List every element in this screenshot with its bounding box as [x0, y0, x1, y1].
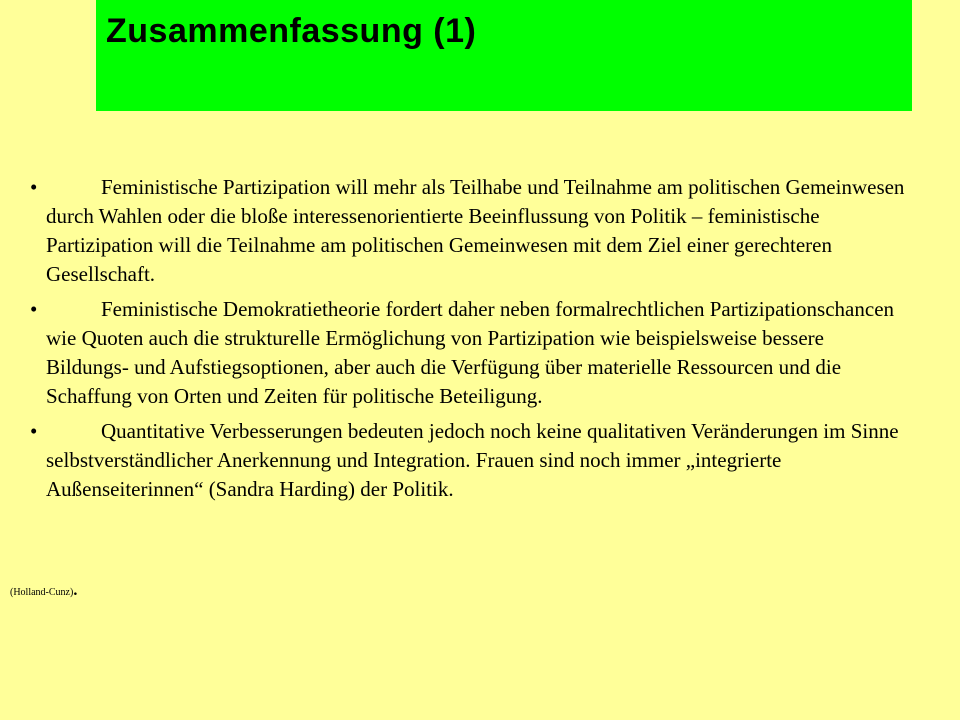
bullet-marker: •	[30, 419, 38, 443]
bullet-text: Feministische Partizipation will mehr als Teilhabe und Teilnahme am politischen Gemeinwesen durch Wahlen oder die bloße interessenorientierte Beeinflussung von Politik – feministische Partizipation will die Teilnahme am politischen Gemeinwesen mit dem Ziel einer gerechteren Gesellschaft.	[46, 175, 905, 286]
bullet-list	[30, 173, 910, 510]
source-period: .	[73, 582, 78, 599]
title-banner	[96, 0, 912, 111]
bullet-marker: •	[30, 297, 38, 321]
source-citation	[10, 582, 77, 600]
slide-title: Zusammenfassung (1)	[106, 12, 477, 50]
bullet-text: Feministische Demokratietheorie fordert daher neben formalrechtlichen Partizipationschancen wie Quoten auch die strukturelle Ermöglichung von Partizipation wie beispielsweise bessere Bildungs- und Aufstiegsoptionen, aber auch die Verfügung über materielle Ressourcen und die Schaffung von Orten und Zeiten für politische Beteiligung.	[46, 297, 895, 408]
bullet-item	[30, 295, 910, 411]
source-text: (Holland-Cunz)	[10, 587, 74, 598]
bullet-text: Quantitative Verbesserungen bedeuten jedoch noch keine qualitativen Veränderungen im Sinne selbstverständlicher Anerkennung und Integration. Frauen sind noch immer „integrierte Außenseiterinnen“ (Sandra Harding) der Politik.	[46, 419, 899, 501]
bullet-marker: •	[30, 175, 38, 199]
bullet-item	[30, 417, 910, 504]
bullet-item	[30, 173, 910, 289]
